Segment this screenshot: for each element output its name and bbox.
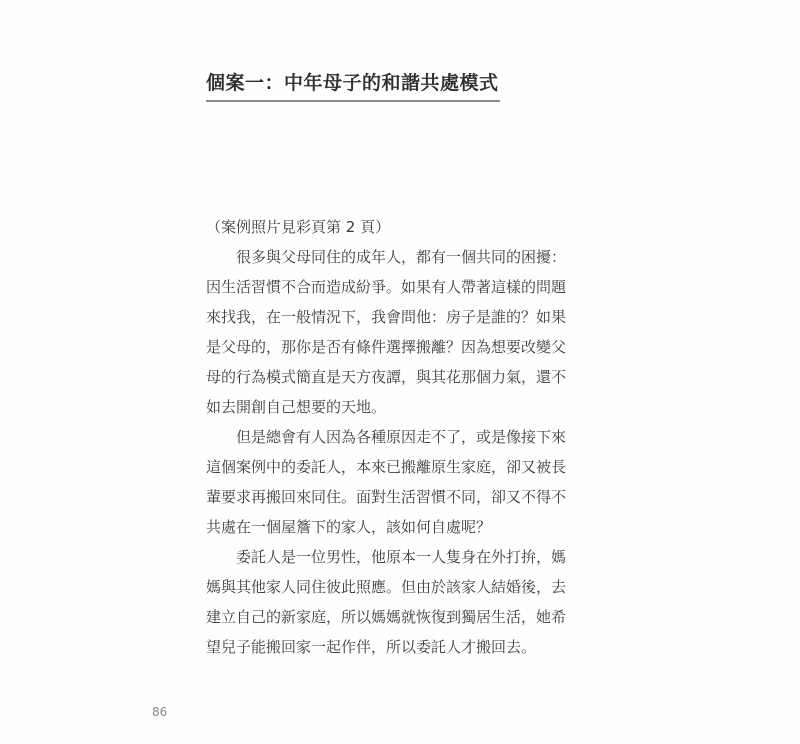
paragraph-line: 委託人是一位男性，他原本一人隻身在外打拚，媽 <box>236 548 567 566</box>
paragraph-line: 媽與其他家人同住彼此照應。但由於該家人結婚後，去 <box>206 578 567 596</box>
paragraph-line: 這個案例中的委託人，本來已搬離原生家庭，卻又被長 <box>206 458 567 476</box>
paragraph-line: 建立自己的新家庭，所以媽媽就恢復到獨居生活，她希 <box>206 608 567 626</box>
chapter-title: 個案一：中年母子的和諧共處模式 <box>206 72 499 94</box>
paragraph-line: 望兒子能搬回家一起作伴，所以委託人才搬回去。 <box>206 638 537 656</box>
title-underline <box>206 100 500 102</box>
page-number: 86 <box>152 705 168 719</box>
paragraph-line: 很多與父母同住的成年人，都有一個共同的困擾： <box>236 248 567 266</box>
paragraph-line: 但是總會有人因為各種原因走不了，或是像接下來 <box>236 428 567 446</box>
paragraph-line: 母的行為模式簡直是天方夜譚，與其花那個力氣，還不 <box>206 368 567 386</box>
paragraph-line: 來找我，在一般情況下，我會問他：房子是誰的？如果 <box>206 308 567 326</box>
paragraph-line: 是父母的，那你是否有條件選擇搬離？因為想要改變父 <box>206 338 567 356</box>
photo-reference-note: （案例照片見彩頁第 2 頁） <box>206 218 391 236</box>
paragraph-line: 因生活習慣不合而造成紛爭。如果有人帶著這樣的問題 <box>206 278 567 296</box>
body-text <box>206 212 606 662</box>
paragraph-line: 輩要求再搬回來同住。面對生活習慣不同，卻又不得不 <box>206 488 567 506</box>
paragraph-line: 共處在一個屋簷下的家人，該如何自處呢？ <box>206 518 492 536</box>
paragraph-line: 如去開創自己想要的天地。 <box>206 398 387 416</box>
